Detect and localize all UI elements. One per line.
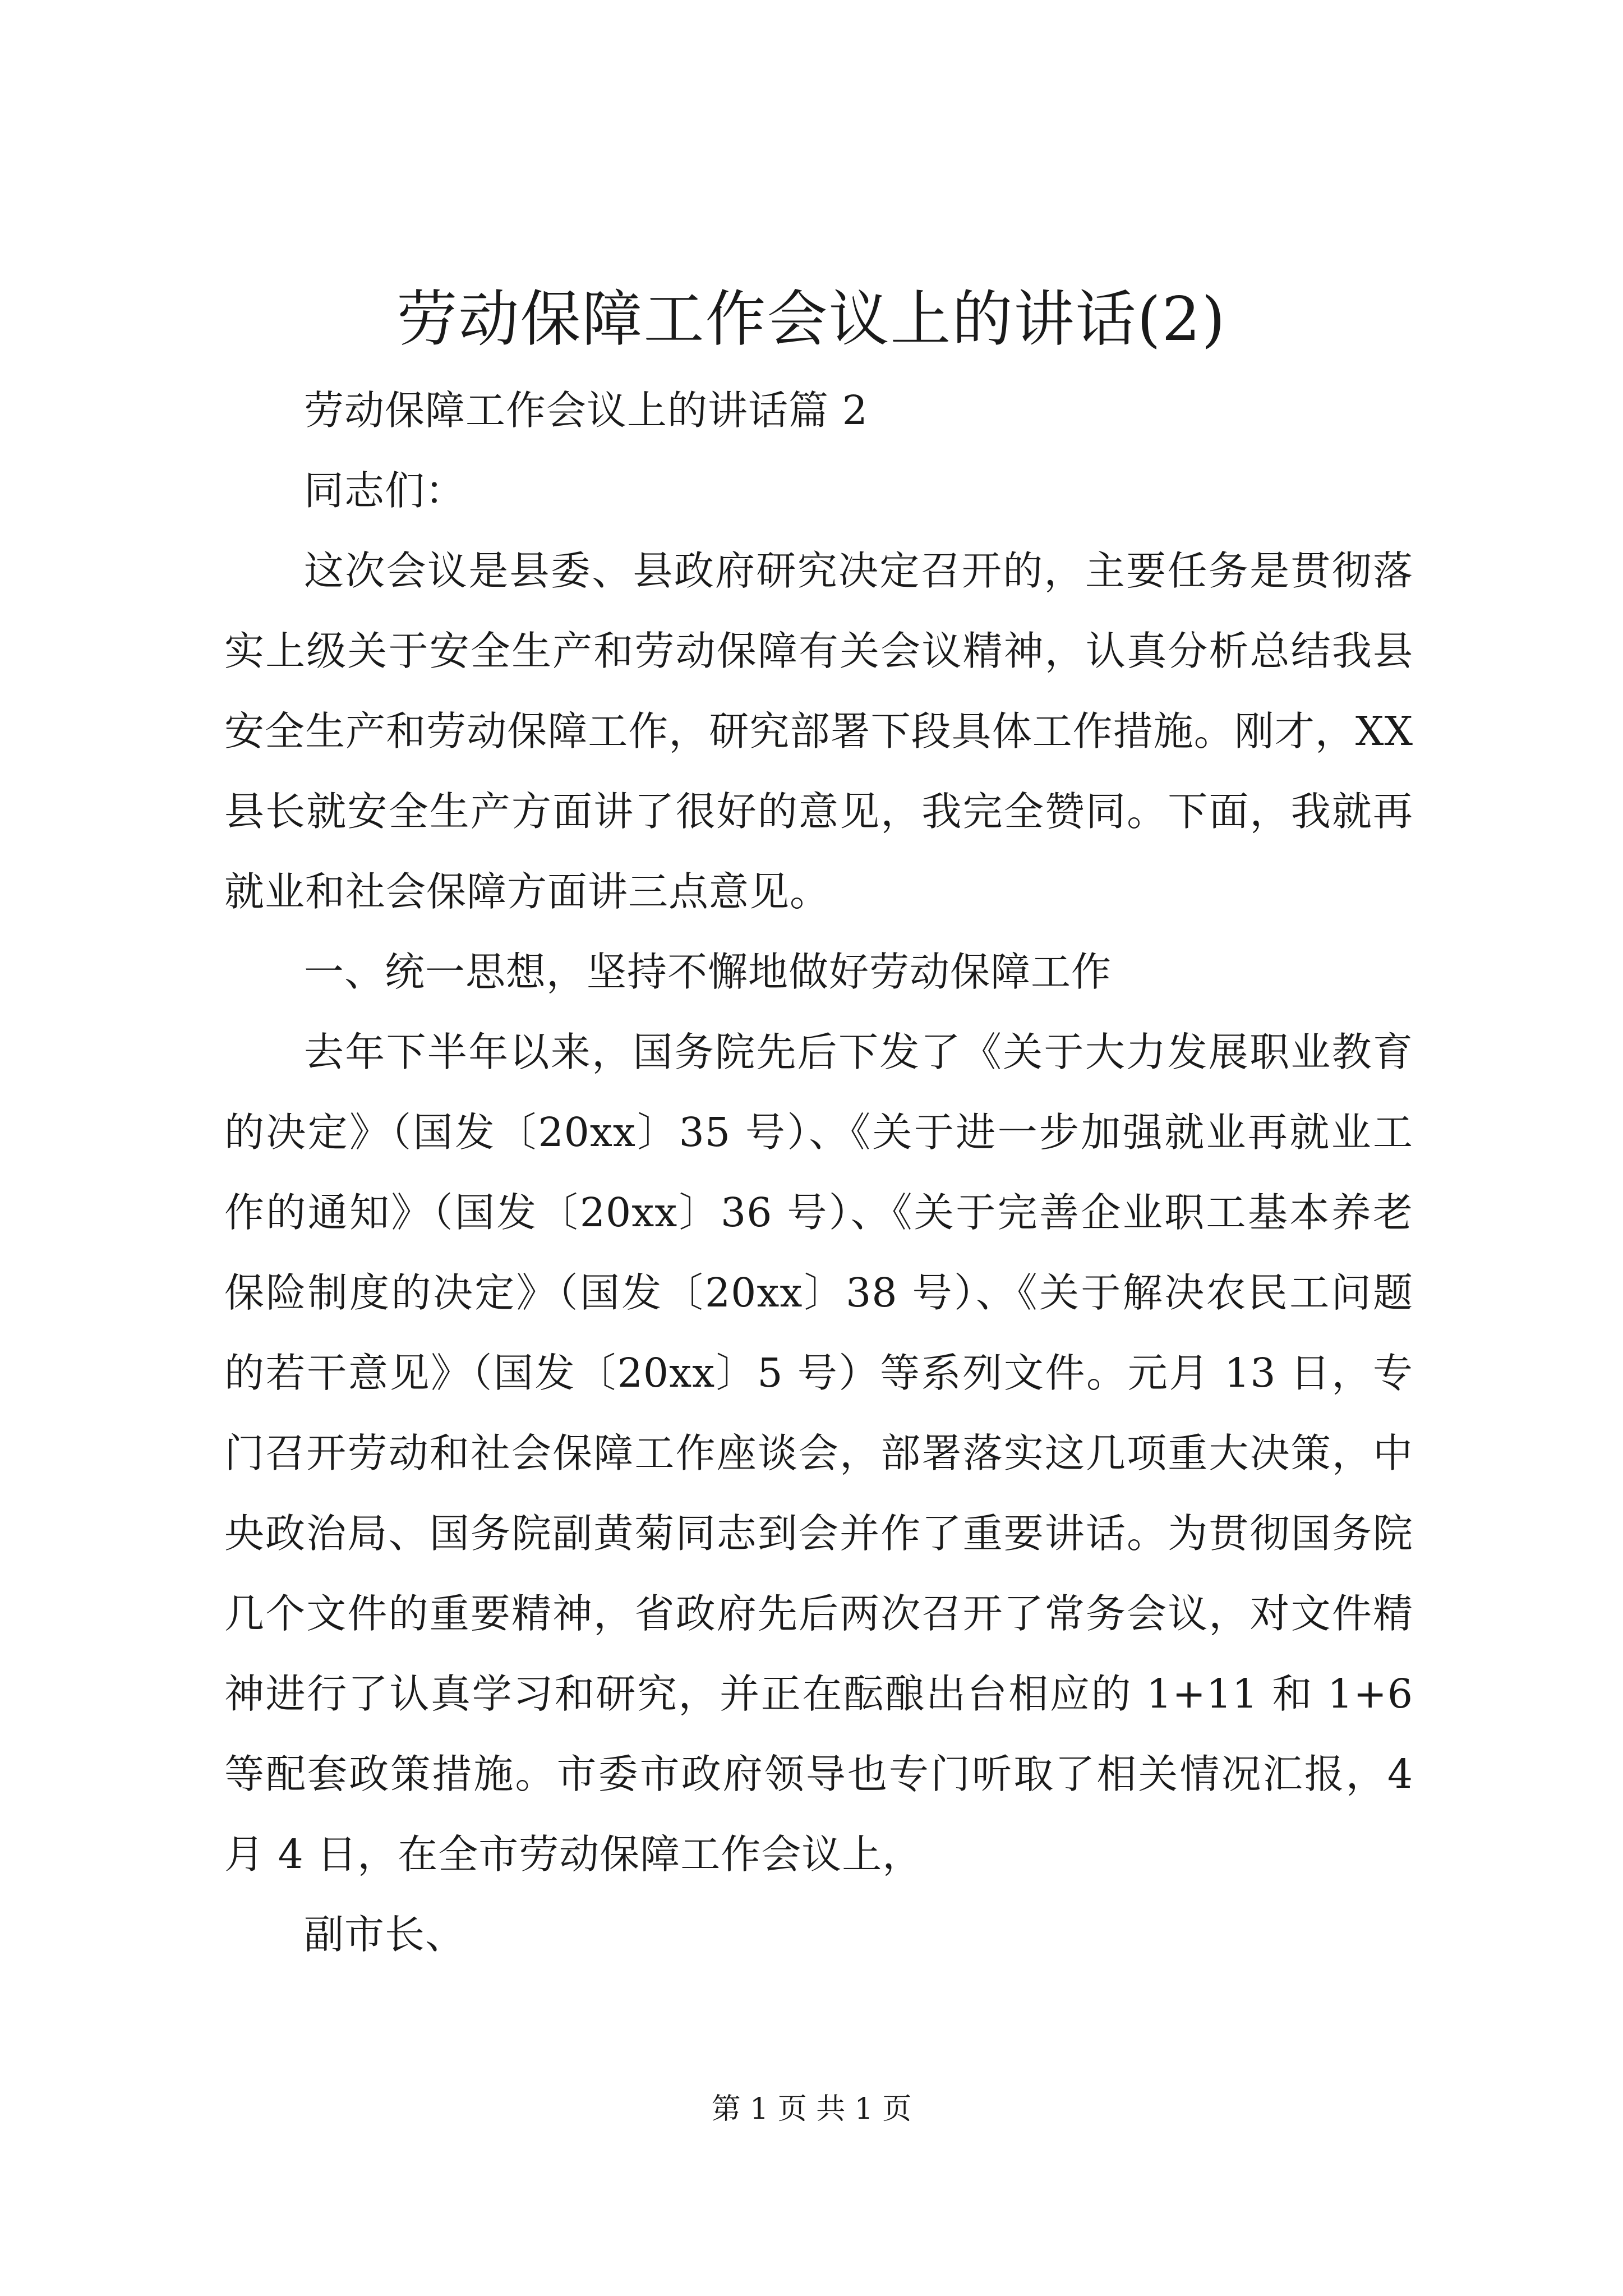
page-footer: 第 1 页 共 1 页 <box>711 2092 912 2126</box>
salutation-paragraph: 同志们： <box>304 467 466 514</box>
subtitle-paragraph: 劳动保障工作会议上的讲话篇 2 <box>304 387 868 434</box>
body-paragraph: 副市长、 <box>304 1911 466 1958</box>
body-paragraph: 去年下半年以来，国务院先后下发了《关于大力发展职业教育的决定》（国发〔20xx〕35 号）、《关于进一步加强就业再就业工作的通知》（国发〔20xx〕36 号）、《关于完善企业职工基本养老保险制度的决定》（国发〔20xx〕38 号）、《关于解决农民工问题的若干意见》（国发〔20xx〕5 号）等系列文件。元月 13 日，专门召开劳动和社会保障工作座谈会，部署落实这几项重大决策，中央政治局、国务院副黄菊同志到会并作了重要讲话。为贯彻国务院几个文件的重要精神，省政府先后两次召开了常务会议，对文件精神进行了认真学习和研究，并正在酝酿出台相应的 1+11 和 1+6 等配套政策措施。市委市政府领导也专门听取了相关情况汇报，4 月 4 日，在全市劳动保障工作会议上， <box>224 1029 1413 1878</box>
document-title: 劳动保障工作会议上的讲话(2) <box>396 284 1227 355</box>
document-body <box>224 370 1413 1975</box>
body-paragraph: 这次会议是县委、县政府研究决定召开的，主要任务是贯彻落实上级关于安全生产和劳动保障有关会议精神，认真分析总结我县安全生产和劳动保障工作，研究部署下段具体工作措施。刚才，XX 县长就安全生产方面讲了很好的意见，我完全赞同。下面，我就再就业和社会保障方面讲三点意见。 <box>224 547 1413 915</box>
section-heading: 一、统一思想，坚持不懈地做好劳动保障工作 <box>304 949 1112 995</box>
